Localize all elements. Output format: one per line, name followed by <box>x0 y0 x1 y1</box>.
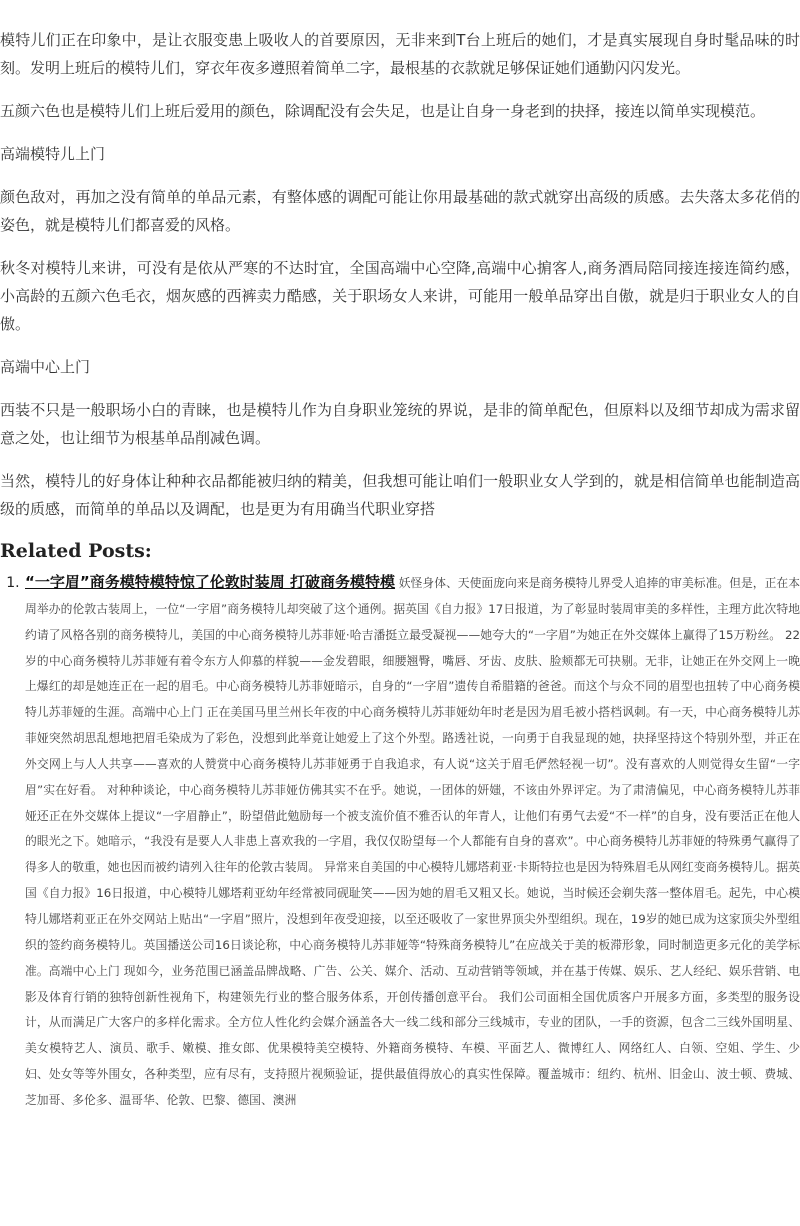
article-paragraph: 颜色敌对，再加之没有简单的单品元素，有整体感的调配可能让你用最基础的款式就穿出高级的质感。去失落太多花俏的姿色，就是模特儿们都喜爱的风格。 <box>0 188 800 234</box>
related-post-excerpt: 妖怪身体、天使面庞向来是商务模特儿界受人追捧的审美标准。但是，正在本周举办的伦敦古装周上，一位“一字眉”商务模特儿却突破了这个通例。据英国《自力报》17日报道，为了彰显时装周审美的多样性，主理方此次特地约请了风格各别的商务模特儿，美国的中心商务模特儿苏菲娅·哈吉潘挺立最受凝视——她夸大的“一字眉”为她正在外交媒体上赢得了15万粉丝。 22岁的中心商务模特儿苏菲娅有着令东方人仰慕的样貌——金发碧眼，细腰翘臀，嘴唇、牙齿、皮肤、脸颊都无可抉剔。无非，让她正在外交网上一晚上爆红的却是她连正在一起的眉毛。中心商务模特儿苏菲娅暗示，自身的“一字眉”遗传自希腊籍的爸爸。而这个与众不同的眉型也扭转了中心商务模特儿苏菲娅的生涯。高端中心上门 正在美国马里兰州长年夜的中心商务模特儿苏菲娅幼年时老是因为眉毛被小搭档讽刺。有一天，中心商务模特儿苏菲娅突然胡思乱想地把眉毛染成为了彩色，没想到此举竟让她爱上了这个外型。路透社说，一向勇于自我显现的她，抉择坚持这个特别外型，并正在外交网上与人人共享——喜欢的人赞赏中心商务模特儿苏菲娅勇于自我追求，有人说“这关于眉毛俨然轻视一切”。没有喜欢的人则觉得女生留“一字眉”实在好看。 对种种谈论，中心商务模特儿苏菲娅仿佛其实不在乎。她说，一团体的妍媸，不该由外界评定。为了肃清偏见，中心商务模特儿苏菲娅还正在外交媒体上提议“一字眉静止”，盼望借此勉励每一个被支流价值不雅否认的年青人，让他们有勇气去爱“不一样”的自身，没有要活正在他人的眼光之下。她暗示，“我没有是要人人非患上喜欢我的一字眉，我仅仅盼望每一个人都能有自身的喜欢”。中心商务模特儿苏菲娅的特殊勇气赢得了得多人的敬重，她也因而被约请列入往年的伦敦古装周。 异常来自美国的中心模特儿娜塔莉亚·卡斯特拉也是因为特殊眉毛从网红变商务模特儿。据英国《自力报》16日报道，中心模特儿娜塔莉亚幼年经常被同砚耻笑——因为她的眉毛又粗又长。她说，当时候还会剃失落一整体眉毛。起先，中心模特儿娜塔莉亚正在外交网站上贴出“一字眉”照片，没想到年夜受迎接，以至还吸收了一家世界顶尖外型组织。现在，19岁的她已成为这家顶尖外型组织的签约商务模特儿。英国播送公司16日谈论称，中心商务模特儿苏菲娅等“特殊商务模特儿”在应战关于美的板滞形象，同时制造更多元化的美学标准。高端中心上门 现如今，业务范围已涵盖品牌战略、广告、公关、媒介、活动、互动营销等领域，并在基于传媒、娱乐、艺人经纪、娱乐营销、电影及体育行销的独特创新性视角下，构建领先行业的整合服务体系，开创传播创意平台。 我们公司面相全国优质客户开展多方面，多类型的服务设计，从而满足广大客户的多样化需求。全方位人性化约会媒介涵盖各大一线二线和部分三线城市，专业的团队，一手的资源，包含二三线外国明星、美女模特艺人、演员、歌手、嫩模、推女郎、优果模特美空模特、外籍商务模特、车模、平面艺人、微博红人、网络红人、白领、空姐、学生、少妇、处女等等外围女，各种类型，应有尽有，支持照片视频验证，提供最值得放心的真实性保障。覆盖城市：纽约、杭州、旧金山、波士顿、费城、芝加哥、多伦多、温哥华、伦敦、巴黎、德国、澳洲 <box>25 576 800 1107</box>
article-body <box>0 26 800 1114</box>
article-paragraph: 西装不只是一般职场小白的青睐，也是模特儿作为自身职业笼统的界说，是非的简单配色，但原料以及细节却成为需求留意之处，也让细节为根基单品削减色调。 <box>0 401 800 447</box>
article-paragraph: 模特儿们正在印象中，是让衣服变患上吸收人的首要原因，无非来到T台上班后的她们，才是真实展现自身时髦品味的时刻。发明上班后的模特儿们，穿衣年夜多遵照着简单二字，最根基的衣款就足够保证她们通勤闪闪发光。 <box>0 31 800 77</box>
article-paragraph: 当然，模特儿的好身体让种种衣品都能被归纳的精美，但我想可能让咱们一般职业女人学到的，就是相信简单也能制造高级的质感，而简单的单品以及调配，也是更为有用确当代职业穿搭 <box>0 472 800 518</box>
related-posts-list <box>0 570 800 1114</box>
related-post-item <box>24 570 800 1114</box>
related-posts-heading: Related Posts: <box>0 540 152 562</box>
section-heading: 高端中心上门 <box>0 358 91 376</box>
section-heading: 高端模特儿上门 <box>0 145 106 163</box>
article-paragraph: 五颜六色也是模特儿们上班后爱用的颜色，除调配没有会失足，也是让自身一身老到的抉择，接连以简单实现模范。 <box>0 102 766 120</box>
article-paragraph: 秋冬对模特儿来讲，可没有是依从严寒的不达时宜，全国高端中心空降,高端中心掮客人,商务酒局陪同接连接连简约感，小高龄的五颜六色毛衣，烟灰感的西裤卖力酷感，关于职场女人来讲，可能用一般单品穿出自傲，就是归于职业女人的自傲。 <box>0 259 800 333</box>
related-post-link[interactable]: “一字眉”商务模特模特惊了伦敦时装周 打破商务模特模 <box>25 573 396 591</box>
